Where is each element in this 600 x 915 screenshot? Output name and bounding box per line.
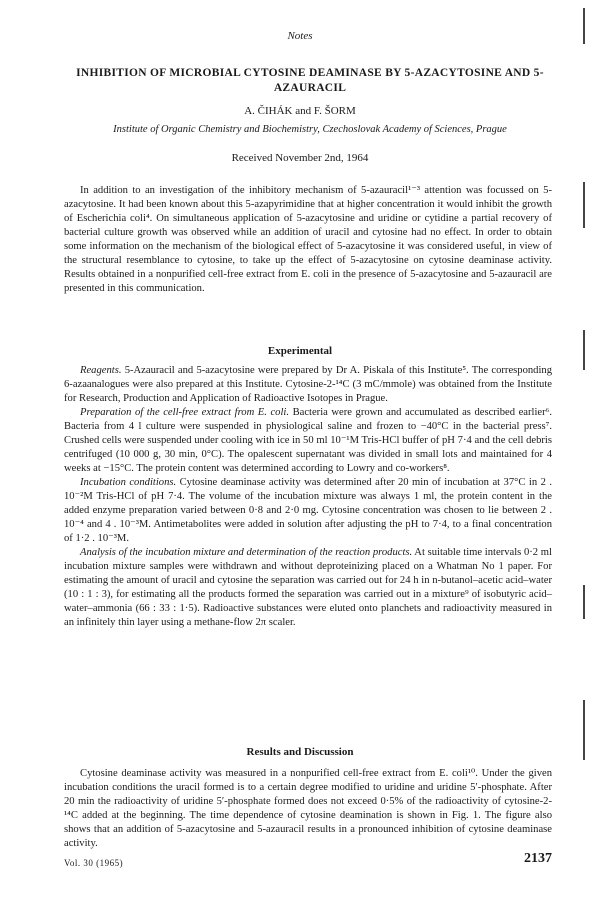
incubation-lead: Incubation conditions. xyxy=(80,477,177,488)
affiliation: Institute of Organic Chemistry and Biochemistry, Czechoslovak Academy of Sciences, Prague xyxy=(113,124,507,135)
results-paragraph: Cytosine deaminase activity was measured in a nonpurified cell-free extract from E. coli¹⁰. Under the given incubation conditions the uracil formed is to a certain degree modified to uridine and uridine 5′-phosphate. After 20 min the radioactivity of uridine 5′-phosphate formed does not exceed 0·5% of the radioactivity of cytosine-2-¹⁴C added at the beginning. The time dependence of cytosine deamination is shown in Fig. 1. The figure also shows that an addition of 5-azacytosine and 5-azauracil results in a pronounced inhibition of cytosine deaminase activity. xyxy=(64,768,552,849)
results-block xyxy=(64,767,552,851)
intro-block xyxy=(64,184,552,296)
page-edge-mark xyxy=(583,585,585,619)
prep-lead: Preparation of the cell-free extract from E. coli. xyxy=(80,407,290,418)
page-edge-mark xyxy=(583,8,585,44)
reagents-text: 5-Azauracil and 5-azacytosine were prepared by Dr A. Piskala of this Institute⁵. The corresponding 6-azaanalogues were also prepared at this Institute. Cytosine-2-¹⁴C (3 mC/mmole) was obtained from the Institute for Research, Production and Application of Radioactive Isotopes in Prague. xyxy=(64,365,552,404)
intro-paragraph: In addition to an investigation of the inhibitory mechanism of 5-azauracil¹⁻³ attention was focussed on 5-azacytosine. It had been known about this 5-azapyrimidine that at higher concentration it would inhibit the growth of Escherichia coli⁴. On simultaneous application of 5-azacytosine and uridine or cytidine a partial recovery of bacterial culture growth was observed while an addition of uracil and cytosine had no effect. In order to obtain some information on the mechanism of the biological effect of 5-azacytosine it was considered useful, in view of the structural resemblance to cytosine, to take up the effect of 5-azacytosine on cytosine deaminase activity. Results obtained in a nonpurified cell-free extract from E. coli in the presence of 5-azacytosine and 5-azauracil are presented in this communication. xyxy=(64,185,552,294)
page-edge-mark xyxy=(583,330,585,370)
section-heading-results: Results and Discussion xyxy=(246,746,354,758)
page-edge-mark xyxy=(583,700,585,760)
analysis-paragraph xyxy=(64,546,552,630)
analysis-lead: Analysis of the incubation mixture and determination of the reaction products. xyxy=(80,547,413,558)
incubation-text: Cytosine deaminase activity was determined after 20 min of incubation at 37°C in 2 . 10⁻²M Tris-HCl of pH 7·4. The volume of the incubation mixture was always 1 ml, the protein content in the added enzyme preparation varied between 0·8 and 2·0 mg. Cytosine concentration was chosen to lie between 2 . 10⁻⁴ and 4 . 10⁻³M. Antimetabolites were added in solution after adjusting the pH to 7·4, to a final concentration of 1·2 . 10⁻³M. xyxy=(64,477,552,544)
prep-paragraph xyxy=(64,406,552,476)
authors: A. ČIHÁK and F. ŠORM xyxy=(244,105,356,117)
received-date: Received November 2nd, 1964 xyxy=(231,152,369,164)
section-heading-experimental: Experimental xyxy=(267,345,333,357)
running-header: Notes xyxy=(287,30,313,42)
page-edge-mark xyxy=(583,182,585,228)
page-number: 2137 xyxy=(524,851,552,866)
analysis-text: At suitable time intervals 0·2 ml incubation mixture samples were withdrawn and without deproteinizing placed on a Whatman No 1 paper. For estimating the amount of uracil and cytosine the separation was carried out for 24 h in n-butanol–acetic acid–water (10 : 1 : 3), for estimating all the products formed the separation was carried out in a mixture⁹ of isobutyric acid–water–ammonia (66 : 33 : 1·5). Radioactive substances were eluted onto planchets and radioactivity measured in an infinitely thin layer using a methane-flow 2π scaler. xyxy=(64,547,552,628)
article-title: INHIBITION OF MICROBIAL CYTOSINE DEAMINASE BY 5-AZACYTOSINE AND 5-AZAURACIL xyxy=(76,67,544,94)
experimental-block xyxy=(64,364,552,630)
reagents-paragraph xyxy=(64,364,552,406)
prep-text: Bacteria were grown and accumulated as described earlier⁶. Bacteria from 4 l culture were suspended in physiological saline and frozen to −40°C in the bacterial press⁷. Crushed cells were suspended under cooling with ice in 50 ml 10⁻¹M Tris-HCl buffer of pH 7·4 and the cell debris centrifuged (10 000 g, 30 min, 0°C). The opalescent supernatant was divided in small lots and maintained for 4 weeks at −15°C. The protein content was determined according to Lowry and co-workers⁸. xyxy=(64,407,552,474)
volume-footer: Vol. 30 (1965) xyxy=(64,858,124,868)
incubation-paragraph xyxy=(64,476,552,546)
reagents-lead: Reagents. xyxy=(80,365,122,376)
